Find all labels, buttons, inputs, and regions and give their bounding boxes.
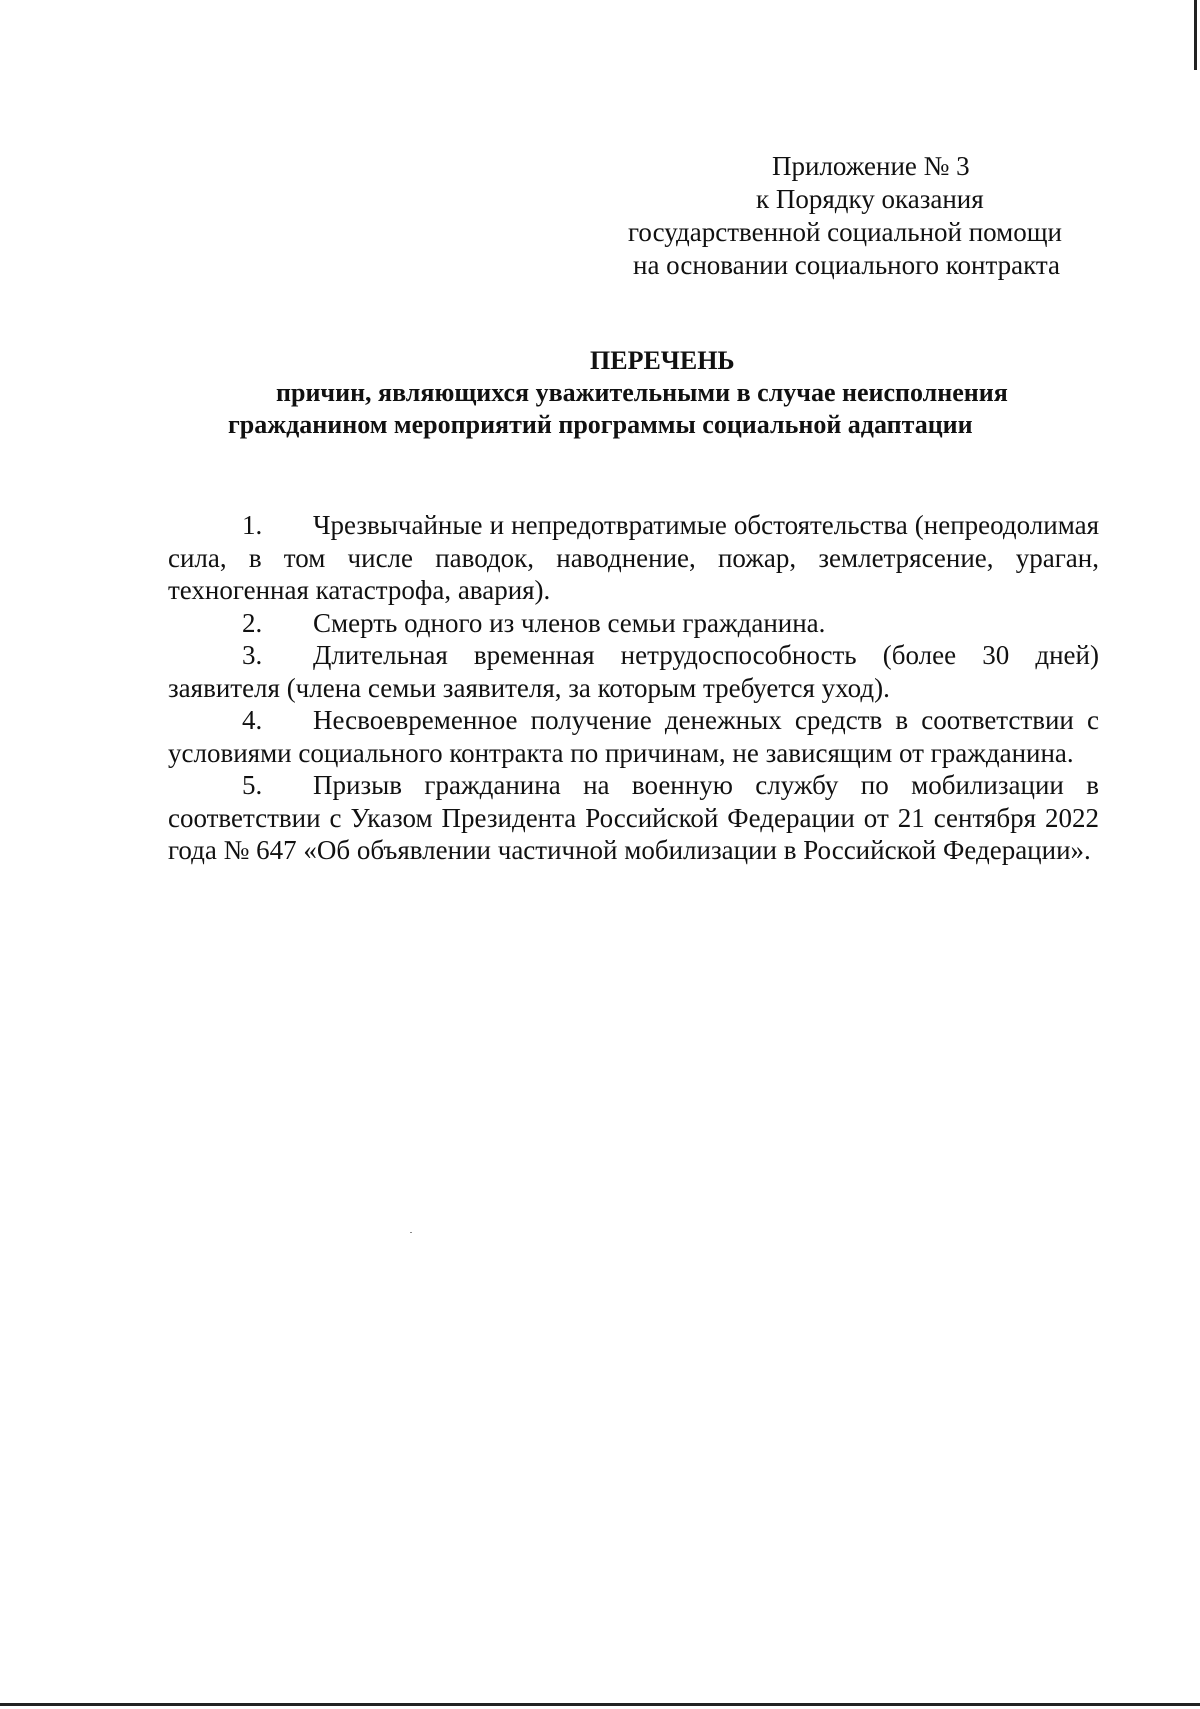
list-item	[168, 769, 1099, 867]
item-text: Несвоевременное получение денежных средств в соответствии с условиями социального контракта по причинам, не зависящим от гражданина.	[168, 705, 1099, 768]
item-number: 5.	[242, 770, 263, 800]
annex-reference-end: на основании социального контракта	[633, 250, 1060, 280]
item-number: 2.	[242, 607, 263, 638]
item-text: Призыв гражданина на военную службу по мобилизации в соответствии с Указом Президента Российской Федерации от 21 сентября 2022 года № 647 «Об объявлении частичной мобилизации в Российской Федерации».	[168, 770, 1099, 865]
annex-reference: к Порядку оказания	[756, 184, 984, 214]
item-number: 3.	[242, 640, 263, 670]
annex-number: Приложение № 3	[772, 151, 970, 181]
item-number: 1.	[242, 510, 263, 540]
scan-speck	[410, 1232, 412, 1233]
reasons-list	[168, 509, 1099, 867]
title-heading: ПЕРЕЧЕНЬ	[590, 346, 735, 375]
item-text: Смерть одного из членов семьи гражданина.	[313, 607, 826, 638]
title-subheading-line2: гражданином мероприятий программы социальной адаптации	[228, 410, 973, 439]
item-text: Чрезвычайные и непредотвратимые обстоятельства (непреодолимая сила, в том числе паводок, наводнение, пожар, землетрясение, ураган, техногенная катастрофа, авария).	[168, 510, 1099, 605]
list-item	[168, 509, 1099, 607]
item-text: Длительная временная нетрудоспособность (более 30 дней) заявителя (члена семьи заявителя, за которым требуется уход).	[168, 640, 1099, 703]
list-item	[168, 704, 1099, 769]
list-item	[168, 607, 1099, 640]
item-number: 4.	[242, 705, 263, 735]
annex-reference-cont: государственной социальной помощи	[628, 217, 1062, 247]
list-item	[168, 639, 1099, 704]
scan-edge-mark	[1194, 0, 1197, 70]
title-subheading-line1: причин, являющихся уважительными в случае неисполнения	[276, 378, 1008, 407]
scan-bottom-border	[0, 1703, 1200, 1706]
